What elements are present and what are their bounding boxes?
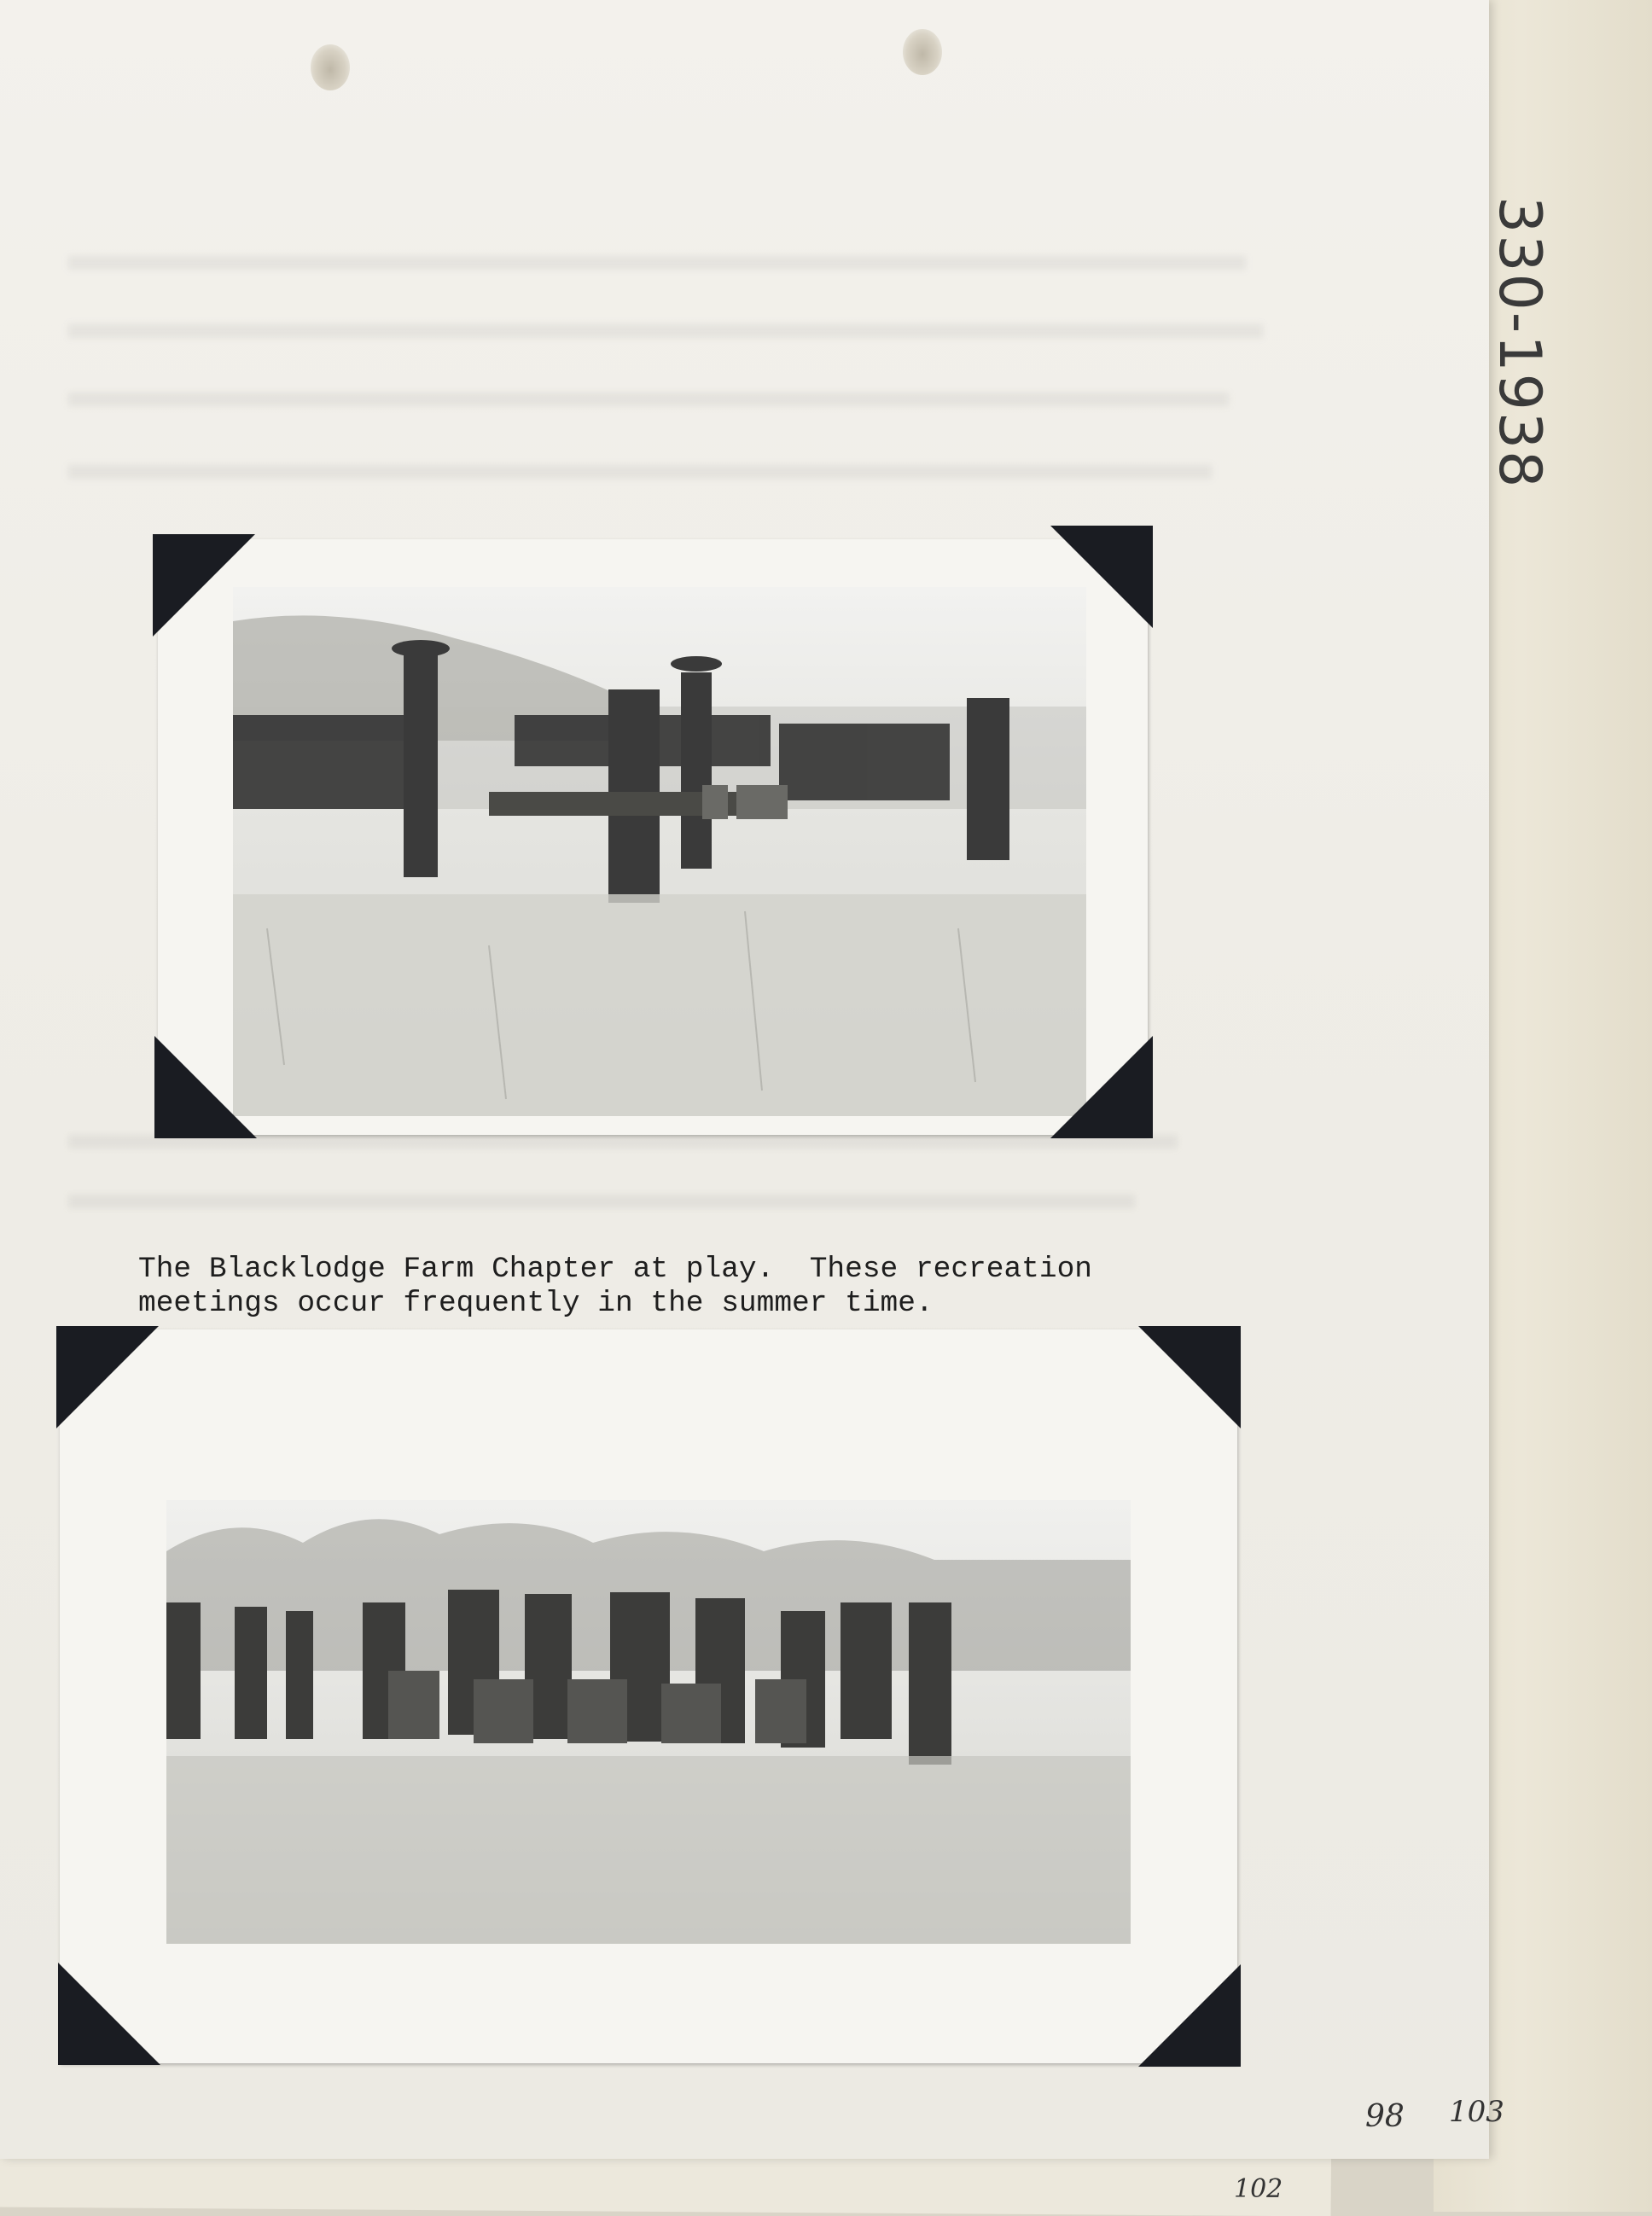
photo-corner-bottom-right xyxy=(1050,1036,1153,1138)
photo-caption xyxy=(138,1253,1265,1321)
handwritten-file-number: 330-1938 xyxy=(1486,196,1553,490)
caption-line-1: The Blacklodge Farm Chapter at play. These recreation xyxy=(138,1253,1092,1286)
show-through-text xyxy=(68,324,1263,338)
photo-group-portrait xyxy=(60,1329,1237,2063)
photo-corner-bottom-left xyxy=(58,1963,160,2065)
photo-group-portrait-image xyxy=(166,1500,1131,1944)
caption-line-2: meetings occur frequently in the summer time. xyxy=(138,1287,934,1320)
photo-meal-gathering-image xyxy=(233,587,1086,1116)
page-number-alt: 103 xyxy=(1449,2095,1504,2129)
show-through-text xyxy=(68,256,1246,270)
show-through-text xyxy=(68,465,1212,479)
punch-hole-right xyxy=(903,29,942,75)
photo-corner-top-right xyxy=(1138,1326,1241,1428)
photo-corner-top-left xyxy=(56,1326,159,1428)
show-through-text xyxy=(68,1195,1135,1208)
show-through-text xyxy=(68,393,1229,406)
photo-corner-bottom-left xyxy=(154,1036,257,1138)
page-number: 98 xyxy=(1365,2099,1405,2134)
photo-corner-bottom-right xyxy=(1138,1964,1241,2067)
photo-meal-gathering xyxy=(158,539,1148,1135)
photo-corner-top-left xyxy=(153,534,255,637)
punch-hole-left xyxy=(311,44,350,90)
bottom-page-number: 102 xyxy=(1234,2174,1283,2204)
photo-corner-top-right xyxy=(1050,526,1153,628)
